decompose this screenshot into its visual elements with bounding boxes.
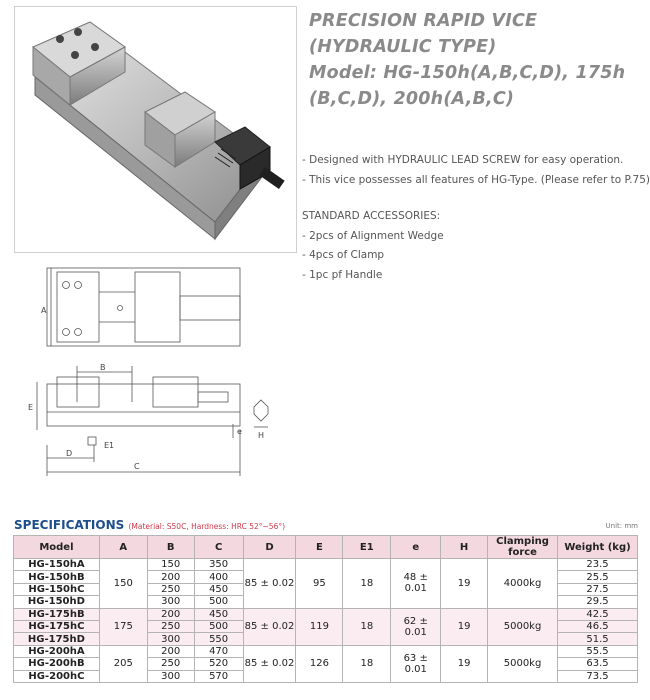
cell-model: HG-150hC <box>14 583 100 595</box>
cell-E1: 18 <box>343 608 391 645</box>
cell-B: 200 <box>147 571 194 583</box>
title-line-2: (HYDRAULIC TYPE) <box>309 37 497 57</box>
cell-model: HG-150hD <box>14 596 100 608</box>
cell-C: 570 <box>194 670 243 682</box>
specifications-title <box>14 518 285 532</box>
accessories-heading: STANDARD ACCESSORIES: <box>302 210 441 222</box>
header-weight: Weight (kg) <box>558 536 638 559</box>
cell-B: 300 <box>147 670 194 682</box>
cell-model: HG-175hB <box>14 608 100 620</box>
cell-A: 150 <box>99 559 147 609</box>
cell-H: 19 <box>441 559 488 609</box>
product-photo <box>14 6 297 253</box>
cell-C: 450 <box>194 608 243 620</box>
cell-clamping-force: 5000kg <box>488 645 558 682</box>
product-title <box>309 8 644 112</box>
cell-C: 550 <box>194 633 243 645</box>
header-H: H <box>441 536 488 559</box>
description-line: - Designed with HYDRAULIC LEAD SCREW for easy operation. <box>302 154 624 166</box>
cell-weight: 55.5 <box>558 645 638 657</box>
dim-label-B: B <box>100 363 106 372</box>
cell-model: HG-150hA <box>14 559 100 571</box>
accessory-item: - 1pc pf Handle <box>302 268 383 281</box>
cell-model: HG-150hB <box>14 571 100 583</box>
cell-clamping-force: 5000kg <box>488 608 558 645</box>
dim-label-E1: E1 <box>104 441 115 450</box>
cell-H: 19 <box>441 608 488 645</box>
header-D: D <box>243 536 296 559</box>
cell-B: 250 <box>147 620 194 632</box>
standard-accessories <box>302 207 444 285</box>
cell-B: 300 <box>147 633 194 645</box>
description-line: - This vice possesses all features of HG-Type. (Please refer to P.75) <box>302 174 650 186</box>
cell-C: 500 <box>194 596 243 608</box>
technical-drawing <box>20 262 280 484</box>
header-e: e <box>391 536 441 559</box>
cell-E: 95 <box>296 559 343 609</box>
cell-C: 350 <box>194 559 243 571</box>
unit-label: Unit: mm <box>605 522 638 530</box>
header-E1: E1 <box>343 536 391 559</box>
header-model: Model <box>14 536 100 559</box>
cell-C: 450 <box>194 583 243 595</box>
dim-label-D: D <box>66 449 73 458</box>
cell-weight: 29.5 <box>558 596 638 608</box>
cell-D: 85 ± 0.02 <box>243 608 296 645</box>
table-header-row <box>14 536 638 559</box>
cell-e: 63 ± 0.01 <box>391 645 441 682</box>
cell-model: HG-175hD <box>14 633 100 645</box>
cell-e: 48 ± 0.01 <box>391 559 441 609</box>
title-line-1: PRECISION RAPID VICE <box>309 11 538 31</box>
product-description <box>302 150 650 190</box>
cell-C: 470 <box>194 645 243 657</box>
cell-model: HG-200hB <box>14 658 100 670</box>
cell-weight: 25.5 <box>558 571 638 583</box>
cell-weight: 23.5 <box>558 559 638 571</box>
dim-label-E: E <box>28 403 34 412</box>
cell-C: 400 <box>194 571 243 583</box>
dim-label-C: C <box>134 462 140 471</box>
header-clamping-force: Clamping force <box>488 536 558 559</box>
cell-B: 250 <box>147 658 194 670</box>
header-A: A <box>99 536 147 559</box>
cell-clamping-force: 4000kg <box>488 559 558 609</box>
table-row <box>14 645 638 657</box>
cell-D: 85 ± 0.02 <box>243 559 296 609</box>
specifications-material: (Material: S50C, Hardness: HRC 52°~56°) <box>128 522 286 531</box>
cell-B: 200 <box>147 608 194 620</box>
title-line-3: Model: HG-150h(A,B,C,D), 175h <box>309 63 626 83</box>
cell-weight: 73.5 <box>558 670 638 682</box>
vice-photo-illustration <box>15 7 296 252</box>
header-E: E <box>296 536 343 559</box>
cell-E1: 18 <box>343 645 391 682</box>
cell-A: 205 <box>99 645 147 682</box>
accessory-item: - 4pcs of Clamp <box>302 249 385 261</box>
cell-H: 19 <box>441 645 488 682</box>
specifications-heading: SPECIFICATIONS <box>14 518 125 532</box>
cell-weight: 27.5 <box>558 583 638 595</box>
dimension-drawing <box>20 262 280 480</box>
cell-C: 500 <box>194 620 243 632</box>
cell-e: 62 ± 0.01 <box>391 608 441 645</box>
title-line-4: (B,C,D), 200h(A,B,C) <box>309 89 515 109</box>
cell-D: 85 ± 0.02 <box>243 645 296 682</box>
cell-model: HG-175hC <box>14 620 100 632</box>
cell-model: HG-200hA <box>14 645 100 657</box>
cell-B: 250 <box>147 583 194 595</box>
accessory-item: - 2pcs of Alignment Wedge <box>302 229 444 242</box>
cell-C: 520 <box>194 658 243 670</box>
cell-model: HG-200hC <box>14 670 100 682</box>
cell-B: 150 <box>147 559 194 571</box>
dim-label-A: A <box>41 306 47 315</box>
header-B: B <box>147 536 194 559</box>
dim-label-H: H <box>258 431 265 440</box>
cell-weight: 63.5 <box>558 658 638 670</box>
table-row <box>14 608 638 620</box>
cell-E1: 18 <box>343 559 391 609</box>
cell-weight: 42.5 <box>558 608 638 620</box>
cell-weight: 51.5 <box>558 633 638 645</box>
dim-label-e: e <box>237 427 242 436</box>
cell-B: 300 <box>147 596 194 608</box>
cell-E: 119 <box>296 608 343 645</box>
table-row <box>14 559 638 571</box>
cell-E: 126 <box>296 645 343 682</box>
specifications-table <box>13 535 638 683</box>
cell-A: 175 <box>99 608 147 645</box>
cell-weight: 46.5 <box>558 620 638 632</box>
cell-B: 200 <box>147 645 194 657</box>
header-C: C <box>194 536 243 559</box>
